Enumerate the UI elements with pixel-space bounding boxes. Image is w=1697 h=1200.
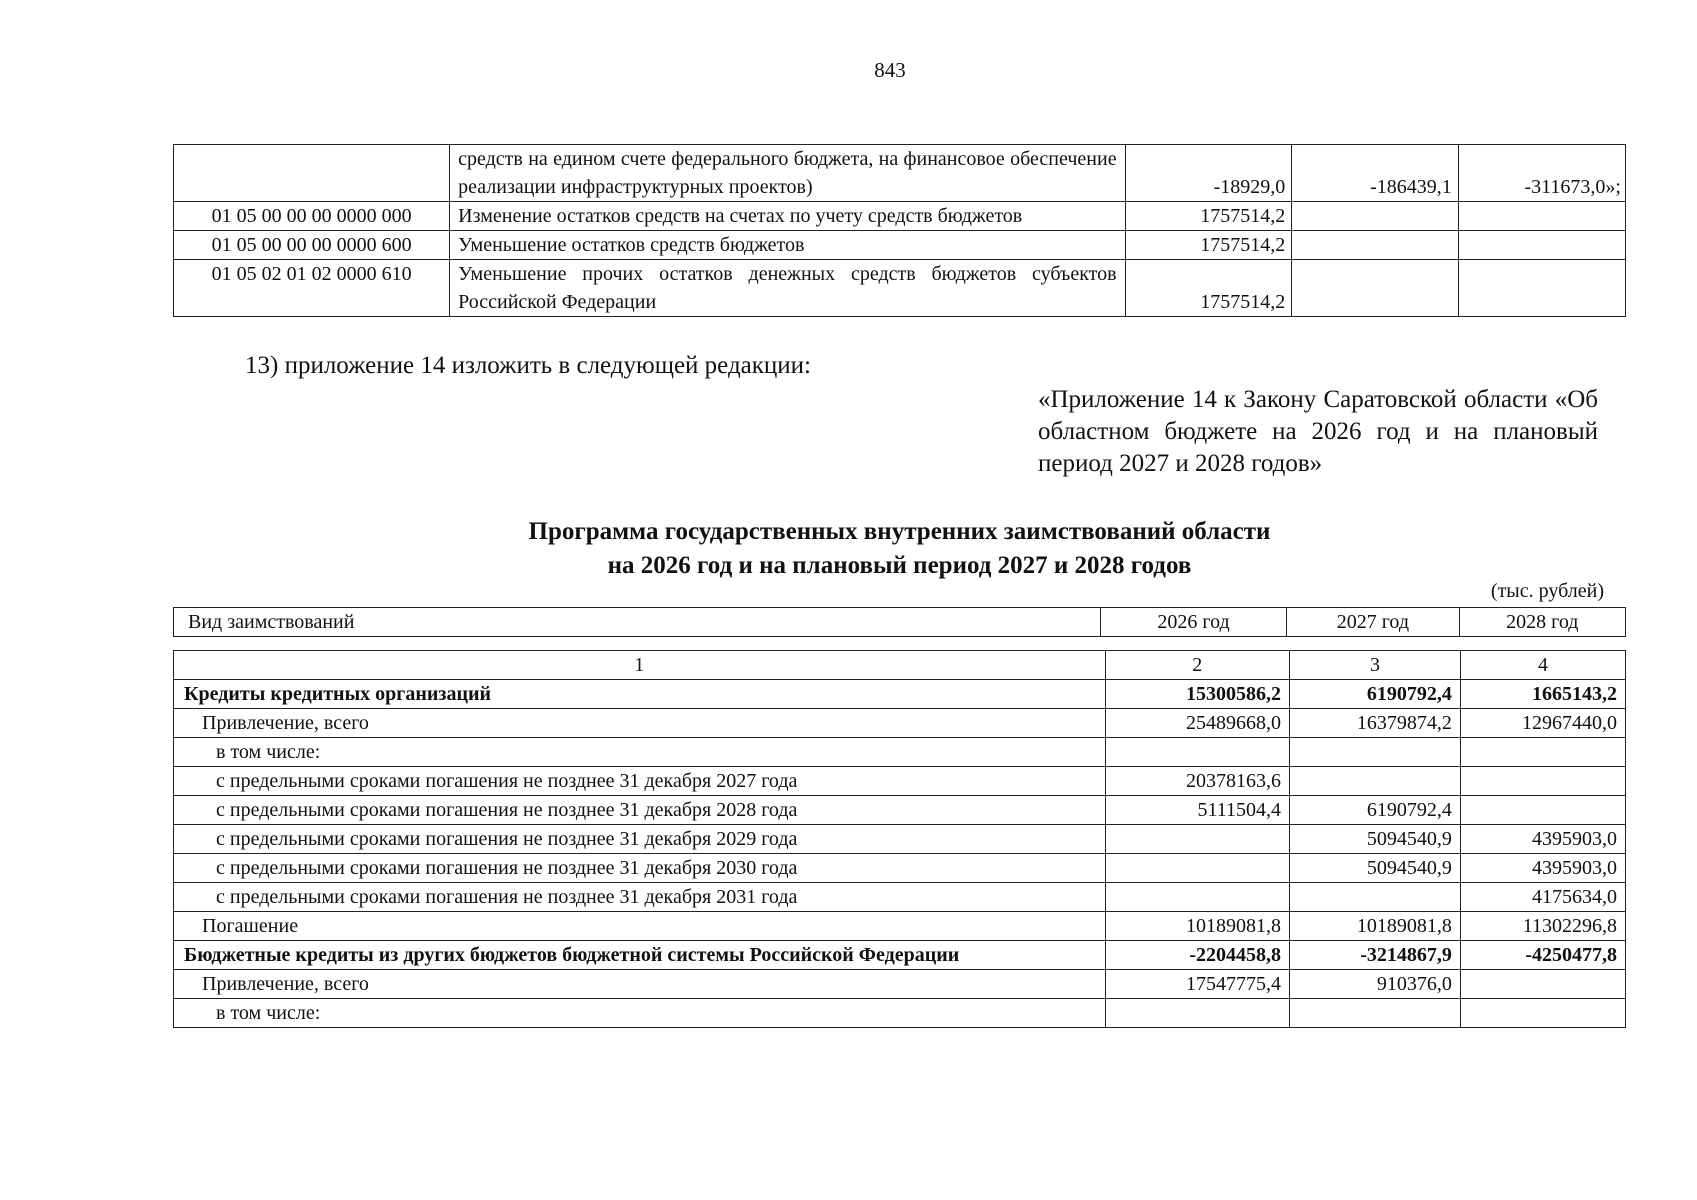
description-cell: Уменьшение прочих остатков денежных средств бюджетов субъектов Российской Федерации (450, 260, 1125, 317)
value-cell (1290, 738, 1461, 767)
value-cell: 15300586,2 (1105, 680, 1289, 709)
row-label: Погашение (174, 912, 1106, 941)
value-cell: 1757514,2 (1125, 231, 1292, 260)
borrowing-table-header (173, 607, 1626, 637)
value-cell (1292, 231, 1459, 260)
column-index: 2 (1105, 651, 1289, 680)
value-cell: 12967440,0 (1460, 709, 1625, 738)
code-cell (174, 145, 450, 202)
value-cell (1460, 767, 1625, 796)
appendix-caption: «Приложение 14 к Закону Саратовской области «Об областном бюджете на 2026 год и на плановый период 2027 и 2028 годов» (1038, 386, 1598, 477)
code-cell: 01 05 00 00 00 0000 000 (174, 202, 450, 231)
value-cell: 5111504,4 (1105, 796, 1289, 825)
value-cell (1460, 999, 1625, 1028)
row-label: в том числе: (174, 999, 1106, 1028)
column-header: 2026 год (1100, 608, 1286, 637)
value-cell: 20378163,6 (1105, 767, 1289, 796)
table-row (174, 738, 1626, 767)
value-cell: -3214867,9 (1290, 941, 1461, 970)
value-cell (1460, 796, 1625, 825)
amendment-text: 13) приложение 14 изложить в следующей редакции: (245, 352, 811, 379)
value-cell (1105, 854, 1289, 883)
row-label: в том числе: (174, 738, 1106, 767)
row-label: Бюджетные кредиты из других бюджетов бюджетной системы Российской Федерации (174, 941, 1106, 970)
value-cell (1292, 202, 1459, 231)
row-label: с предельными сроками погашения не позднее 31 декабря 2027 года (174, 767, 1106, 796)
value-cell: -311673,0»; (1458, 145, 1625, 202)
value-cell (1458, 260, 1625, 317)
table-row (174, 999, 1626, 1028)
table-row (174, 231, 1626, 260)
row-label: Привлечение, всего (174, 970, 1106, 999)
column-index: 3 (1290, 651, 1461, 680)
table-row (174, 912, 1626, 941)
value-cell (1458, 202, 1625, 231)
column-header: 2027 год (1287, 608, 1459, 637)
sources-table-continuation (173, 144, 1626, 317)
value-cell: -18929,0 (1125, 145, 1292, 202)
units-label: (тыс. рублей) (1490, 580, 1604, 602)
header-row (174, 608, 1626, 637)
table-row (174, 883, 1626, 912)
title-line: на 2026 год и на плановый период 2027 и 2028 годов (607, 552, 1192, 579)
code-cell: 01 05 02 01 02 0000 610 (174, 260, 450, 317)
value-cell: 1757514,2 (1125, 260, 1292, 317)
value-cell: 5094540,9 (1290, 825, 1461, 854)
value-cell: 1757514,2 (1125, 202, 1292, 231)
value-cell: 6190792,4 (1290, 680, 1461, 709)
value-cell: 6190792,4 (1290, 796, 1461, 825)
column-index: 4 (1460, 651, 1625, 680)
table-row (174, 680, 1626, 709)
row-label: с предельными сроками погашения не позднее 31 декабря 2028 года (174, 796, 1106, 825)
value-cell (1458, 231, 1625, 260)
row-label: с предельными сроками погашения не позднее 31 декабря 2031 года (174, 883, 1106, 912)
value-cell: 4395903,0 (1460, 854, 1625, 883)
value-cell: 5094540,9 (1290, 854, 1461, 883)
borrowing-program-table (173, 650, 1626, 1028)
value-cell: -4250477,8 (1460, 941, 1625, 970)
value-cell: -186439,1 (1292, 145, 1459, 202)
column-index-row (174, 651, 1626, 680)
description-cell: средств на едином счете федерального бюджета, на финансовое обеспечение реализации инфраструктурных проектов) (450, 145, 1125, 202)
title-line: Программа государственных внутренних заимствований области (528, 518, 1271, 545)
value-cell: 25489668,0 (1105, 709, 1289, 738)
value-cell: 4395903,0 (1460, 825, 1625, 854)
value-cell: 910376,0 (1290, 970, 1461, 999)
value-cell (1460, 970, 1625, 999)
value-cell (1290, 883, 1461, 912)
column-header: Вид заимствований (174, 608, 1101, 637)
row-label: с предельными сроками погашения не позднее 31 декабря 2029 года (174, 825, 1106, 854)
table-row (174, 709, 1626, 738)
table-row (174, 260, 1626, 317)
value-cell: 10189081,8 (1105, 912, 1289, 941)
column-index: 1 (174, 651, 1106, 680)
value-cell (1460, 738, 1625, 767)
table-row (174, 825, 1626, 854)
value-cell (1105, 999, 1289, 1028)
value-cell: 4175634,0 (1460, 883, 1625, 912)
value-cell: 16379874,2 (1290, 709, 1461, 738)
value-cell: 11302296,8 (1460, 912, 1625, 941)
table-row (174, 970, 1626, 999)
value-cell (1290, 767, 1461, 796)
value-cell (1292, 260, 1459, 317)
value-cell: -2204458,8 (1105, 941, 1289, 970)
value-cell (1290, 999, 1461, 1028)
description-cell: Изменение остатков средств на счетах по учету средств бюджетов (450, 202, 1125, 231)
table-row (174, 796, 1626, 825)
value-cell (1105, 825, 1289, 854)
row-label: Кредиты кредитных организаций (174, 680, 1106, 709)
row-label: Привлечение, всего (174, 709, 1106, 738)
document-title (173, 515, 1626, 583)
value-cell: 10189081,8 (1290, 912, 1461, 941)
table-row (174, 202, 1626, 231)
value-cell (1105, 883, 1289, 912)
value-cell (1105, 738, 1289, 767)
value-cell: 1665143,2 (1460, 680, 1625, 709)
table-row (174, 145, 1626, 202)
table-row (174, 854, 1626, 883)
page-number: 843 (874, 58, 906, 82)
description-cell: Уменьшение остатков средств бюджетов (450, 231, 1125, 260)
column-header: 2028 год (1459, 608, 1625, 637)
row-label: с предельными сроками погашения не позднее 31 декабря 2030 года (174, 854, 1106, 883)
value-cell: 17547775,4 (1105, 970, 1289, 999)
table-row (174, 767, 1626, 796)
code-cell: 01 05 00 00 00 0000 600 (174, 231, 450, 260)
table-row (174, 941, 1626, 970)
